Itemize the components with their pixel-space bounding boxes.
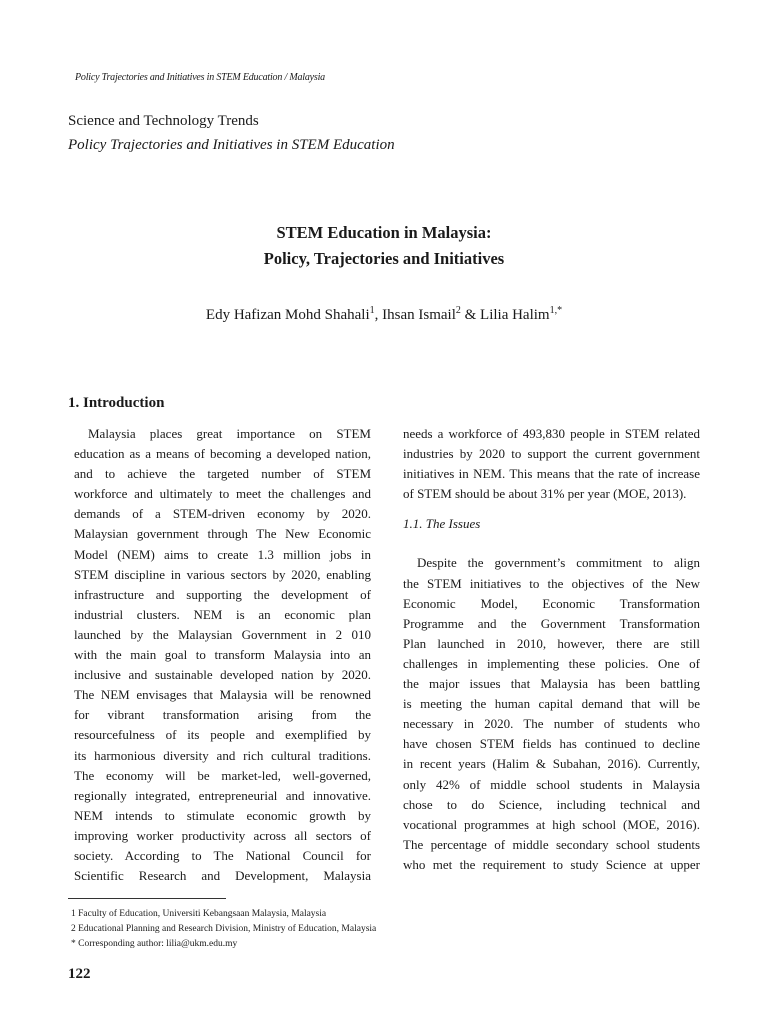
text-line: only 42% of middle school students in Malaysia <box>403 776 700 792</box>
left-column-text <box>74 424 371 886</box>
text-line: Scientific Research and Development, Malaysia <box>74 868 371 884</box>
text-line: needs a workforce of 493,830 people in STEM related <box>403 426 700 441</box>
text-line: for vibrant transformation arising from the <box>74 707 371 723</box>
text-line: of STEM should be about 31% per year (MOE, 2013). <box>403 486 687 502</box>
series-subtitle: Policy Trajectories and Initiatives in STEM Education <box>68 137 395 153</box>
text-line: education as a means of becoming a developed nation, <box>74 446 371 462</box>
text-line: Programme and the Government Transformation <box>403 615 700 631</box>
right-column-text <box>403 424 700 875</box>
text-line: with the main goal to transform Malaysia into an <box>74 647 371 663</box>
author-2-affiliation: 2 <box>455 305 461 316</box>
text-line: industries by 2020 to support the current government <box>403 446 700 462</box>
text-line: NEM intends to stimulate economic growth by <box>74 807 371 823</box>
text-line: Despite the government’s commitment to align <box>417 555 700 571</box>
text-line: Plan launched in 2010, however, there are still <box>403 635 700 651</box>
text-line: infrastructure and supporting the development of <box>74 586 371 602</box>
author-1: Edy Hafizan Mohd Shahali <box>205 307 370 323</box>
text-line: have chosen STEM fields has continued to decline <box>403 736 700 752</box>
text-line: in recent years (Halim & Subahan, 2016). Currently, <box>403 756 700 772</box>
text-line: demands of a STEM-driven economy by 2020. <box>74 506 371 522</box>
footnote-2: 2 Educational Planning and Research Division, Ministry of Education, Malaysia <box>71 924 377 934</box>
text-line: launched by the Malaysian Government in 2 010 <box>74 626 371 642</box>
running-header: Policy Trajectories and Initiatives in STEM Education / Malaysia <box>75 72 325 83</box>
text-line: Economic Model, Economic Transformation <box>403 595 700 611</box>
text-line: necessary in 2020. The number of students who <box>403 716 700 732</box>
author-2: , Ihsan Ismail <box>374 307 456 323</box>
article-title-line-2: Policy, Trajectories and Initiatives <box>263 249 505 268</box>
text-line: Malaysia places great importance on STEM <box>88 426 371 441</box>
text-line: and to achieve the targeted number of STEM <box>74 466 371 482</box>
author-list <box>0 307 768 324</box>
text-line: is meeting the human capital demand that will be <box>403 696 700 712</box>
text-line: industrial clusters. NEM is an economic plan <box>74 606 371 622</box>
text-line: inclusive and sustainable developed nation by 2020. <box>74 667 371 683</box>
section-heading: 1. Introduction <box>68 395 165 411</box>
text-line: chose to do Science, including technical and <box>403 796 700 812</box>
author-3: & Lilia Halim <box>460 307 550 323</box>
text-line: The economy will be market-led, well-governed, <box>74 767 371 783</box>
author-1-affiliation: 1 <box>369 305 375 316</box>
page-number: 122 <box>68 966 91 982</box>
footnote-1: 1 Faculty of Education, Universiti Kebangsaan Malaysia, Malaysia <box>71 909 327 919</box>
author-3-affiliation: 1,* <box>549 305 563 316</box>
text-line: workforce and ultimately to meet the challenges and <box>74 486 371 502</box>
text-line: initiatives in NEM. This means that the rate of increase <box>403 466 700 482</box>
text-line: resourcefulness of its people and exemplified by <box>74 727 371 743</box>
subsection-heading: 1.1. The Issues <box>403 516 481 532</box>
series-name: Science and Technology Trends <box>68 113 259 129</box>
text-line: who met the requirement to study Science at upper <box>403 856 700 872</box>
footnotes <box>71 907 376 952</box>
text-line: the major issues that Malaysia has been battling <box>403 676 700 692</box>
text-line: The percentage of middle secondary school students <box>403 836 700 852</box>
text-line: regionally integrated, entrepreneurial and innovative. <box>74 787 371 803</box>
text-line: challenges in implementing these policies. One of <box>403 655 700 671</box>
footnote-3: * Corresponding author: lilia@ukm.edu.my <box>71 939 238 949</box>
text-line: its harmonious diversity and rich cultural traditions. <box>74 747 371 763</box>
text-line: Malaysian government through The New Economic <box>74 526 371 542</box>
article-title-line-1: STEM Education in Malaysia: <box>276 223 492 242</box>
footnote-rule <box>68 898 226 899</box>
text-line: society. According to The National Council for <box>74 847 371 863</box>
text-line: improving worker productivity across all sectors of <box>74 827 371 843</box>
text-line: the STEM initiatives to the objectives of the New <box>403 575 700 591</box>
text-line: Model (NEM) aims to create 1.3 million jobs in <box>74 546 371 562</box>
text-line: vocational programmes at high school (MOE, 2016). <box>403 816 700 832</box>
text-line: The NEM envisages that Malaysia will be renowned <box>74 687 371 703</box>
text-line: STEM discipline in various sectors by 2020, enabling <box>74 566 371 582</box>
